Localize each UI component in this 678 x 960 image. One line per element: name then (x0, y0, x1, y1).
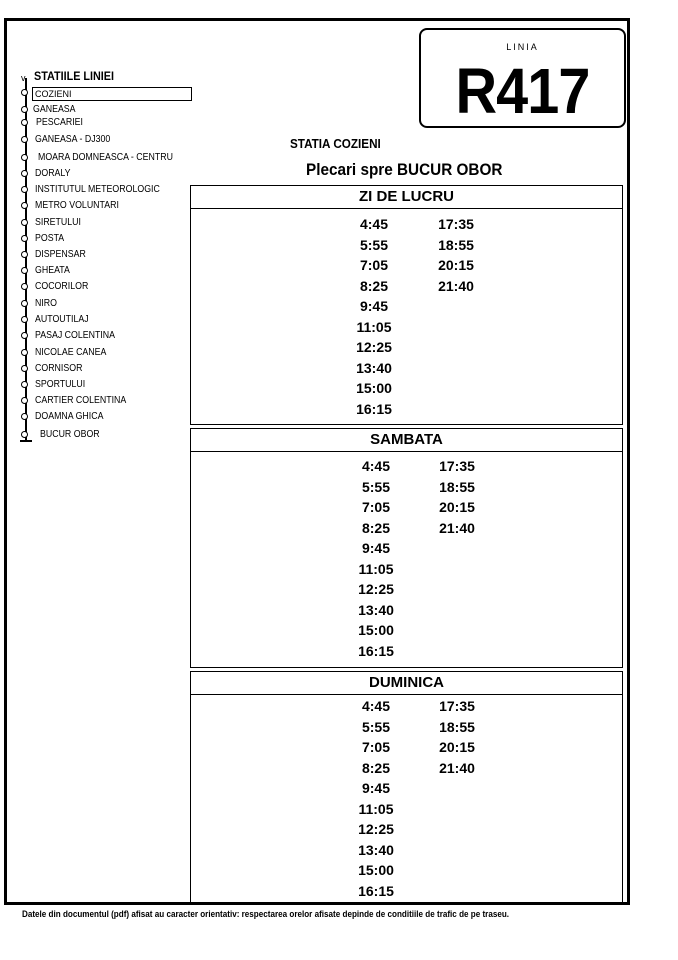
station-item: NIRO (35, 298, 57, 309)
departure-time: 4:45 (359, 216, 389, 232)
departure-time: 21:40 (438, 277, 474, 294)
departure-time: 15:00 (356, 380, 392, 396)
station-item: METRO VOLUNTARI (35, 200, 119, 211)
departure-time: 21:40 (439, 759, 475, 776)
departures-col-2 (426, 214, 486, 296)
schedule-title: SAMBATA (191, 429, 622, 452)
departure-time: 12:25 (358, 821, 394, 837)
current-station: COZIENI (32, 87, 192, 101)
departure-time: 5:55 (361, 718, 391, 735)
station-dot-icon (21, 186, 28, 193)
departure-time: 4:45 (361, 458, 391, 474)
departure-time: 13:40 (358, 601, 394, 618)
departure-time: 16:15 (356, 400, 392, 417)
station-item: COCORILOR (35, 281, 89, 292)
departure-time: 18:55 (439, 478, 475, 495)
station-item: PASAJ COLENTINA (35, 330, 116, 341)
station-dot-icon (21, 235, 28, 242)
departure-time: 12:25 (358, 581, 394, 597)
schedule-saturday (190, 428, 623, 668)
station-item: SIRETULUI (35, 217, 81, 228)
station-dot-icon (21, 300, 28, 307)
departure-time: 17:35 (439, 458, 475, 474)
departure-time: 7:05 (361, 499, 391, 515)
schedule-title: DUMINICA (191, 672, 622, 695)
station-dot-icon (21, 349, 28, 356)
departures-col-1 (344, 214, 404, 419)
line-label: LINIA (506, 42, 539, 52)
departure-time: 9:45 (361, 540, 391, 556)
departure-time: 9:45 (361, 780, 391, 796)
station-item: SPORTULUI (35, 379, 86, 390)
station-item: DISPENSAR (35, 249, 86, 260)
direction-title: Plecari spre BUCUR OBOR (306, 160, 503, 179)
station-dot-icon (21, 89, 28, 96)
route-end-marker (20, 440, 32, 442)
station-dot-icon (21, 119, 28, 126)
departure-time: 20:15 (438, 257, 474, 273)
station-dot-icon (21, 413, 28, 420)
departure-time: 7:05 (361, 739, 391, 755)
departure-time: 18:55 (439, 718, 475, 735)
departures-col-1 (346, 696, 406, 901)
departure-time: 4:45 (361, 698, 391, 714)
departure-time: 13:40 (356, 359, 392, 376)
station-dot-icon (21, 170, 28, 177)
departures-col-2 (427, 456, 487, 538)
station-item: DOAMNA GHICA (35, 411, 104, 422)
station-item: PESCARIEI (36, 117, 83, 128)
line-number: R417 (455, 55, 590, 127)
departure-time: 16:15 (358, 882, 394, 899)
station-dot-icon (21, 106, 28, 113)
schedule-weekday (190, 185, 623, 425)
departure-time: 8:25 (359, 277, 389, 294)
departure-time: 8:25 (361, 519, 391, 536)
departure-time: 15:00 (358, 862, 394, 878)
station-dot-icon (21, 365, 28, 372)
station-dot-icon (21, 202, 28, 209)
station-item: POSTA (35, 233, 65, 244)
line-badge (419, 28, 626, 128)
departure-time: 11:05 (358, 560, 394, 577)
station-item: INSTITUTUL METEOROLOGIC (35, 184, 160, 195)
departure-time: 16:15 (358, 642, 394, 659)
station-item: AUTOUTILAJ (35, 314, 89, 325)
departure-time: 20:15 (439, 499, 475, 515)
station-dot-icon (21, 219, 28, 226)
station-item: DORALY (35, 168, 71, 179)
route-start-marker: v (21, 73, 26, 83)
departure-time: 5:55 (361, 478, 391, 495)
station-item: MOARA DOMNEASCA - CENTRU (38, 152, 173, 163)
station-dot-icon (21, 267, 28, 274)
departure-time: 13:40 (358, 841, 394, 858)
departure-time: 9:45 (359, 298, 389, 314)
station-dot-icon (21, 332, 28, 339)
station-dot-icon (21, 154, 28, 161)
footnote: Datele din documentul (pdf) afisat au caracter orientativ: respectarea orelor afisate depinde de conditiile de trafic de pe traseu. (22, 909, 510, 919)
schedule-title: ZI DE LUCRU (191, 186, 622, 209)
departures-col-1 (346, 456, 406, 661)
departures-col-2 (427, 696, 487, 778)
departure-time: 12:25 (356, 339, 392, 355)
station-item: GANEASA - DJ300 (35, 134, 111, 145)
departure-time: 21:40 (439, 519, 475, 536)
station-item: GANEASA (33, 104, 76, 115)
station-item: BUCUR OBOR (40, 429, 100, 440)
departure-time: 5:55 (359, 236, 389, 253)
schedule-sunday (190, 671, 623, 903)
station-dot-icon (21, 397, 28, 404)
departure-time: 11:05 (358, 800, 394, 817)
departure-time: 18:55 (438, 236, 474, 253)
stop-name: STATIA COZIENI (290, 136, 381, 151)
departure-time: 8:25 (361, 759, 391, 776)
departure-time: 17:35 (438, 216, 474, 232)
departure-time: 11:05 (356, 318, 392, 335)
station-item: CORNISOR (35, 363, 83, 374)
station-dot-icon (21, 283, 28, 290)
departure-time: 20:15 (439, 739, 475, 755)
station-dot-icon (21, 431, 28, 438)
station-dot-icon (21, 316, 28, 323)
station-dot-icon (21, 381, 28, 388)
stations-title: STATIILE LINIEI (34, 69, 115, 83)
station-dot-icon (21, 251, 28, 258)
departure-time: 17:35 (439, 698, 475, 714)
station-item: NICOLAE CANEA (35, 347, 107, 358)
station-dot-icon (21, 136, 28, 143)
departure-time: 15:00 (358, 622, 394, 638)
departure-time: 7:05 (359, 257, 389, 273)
station-item: GHEATA (35, 265, 70, 276)
station-item: CARTIER COLENTINA (35, 395, 127, 406)
